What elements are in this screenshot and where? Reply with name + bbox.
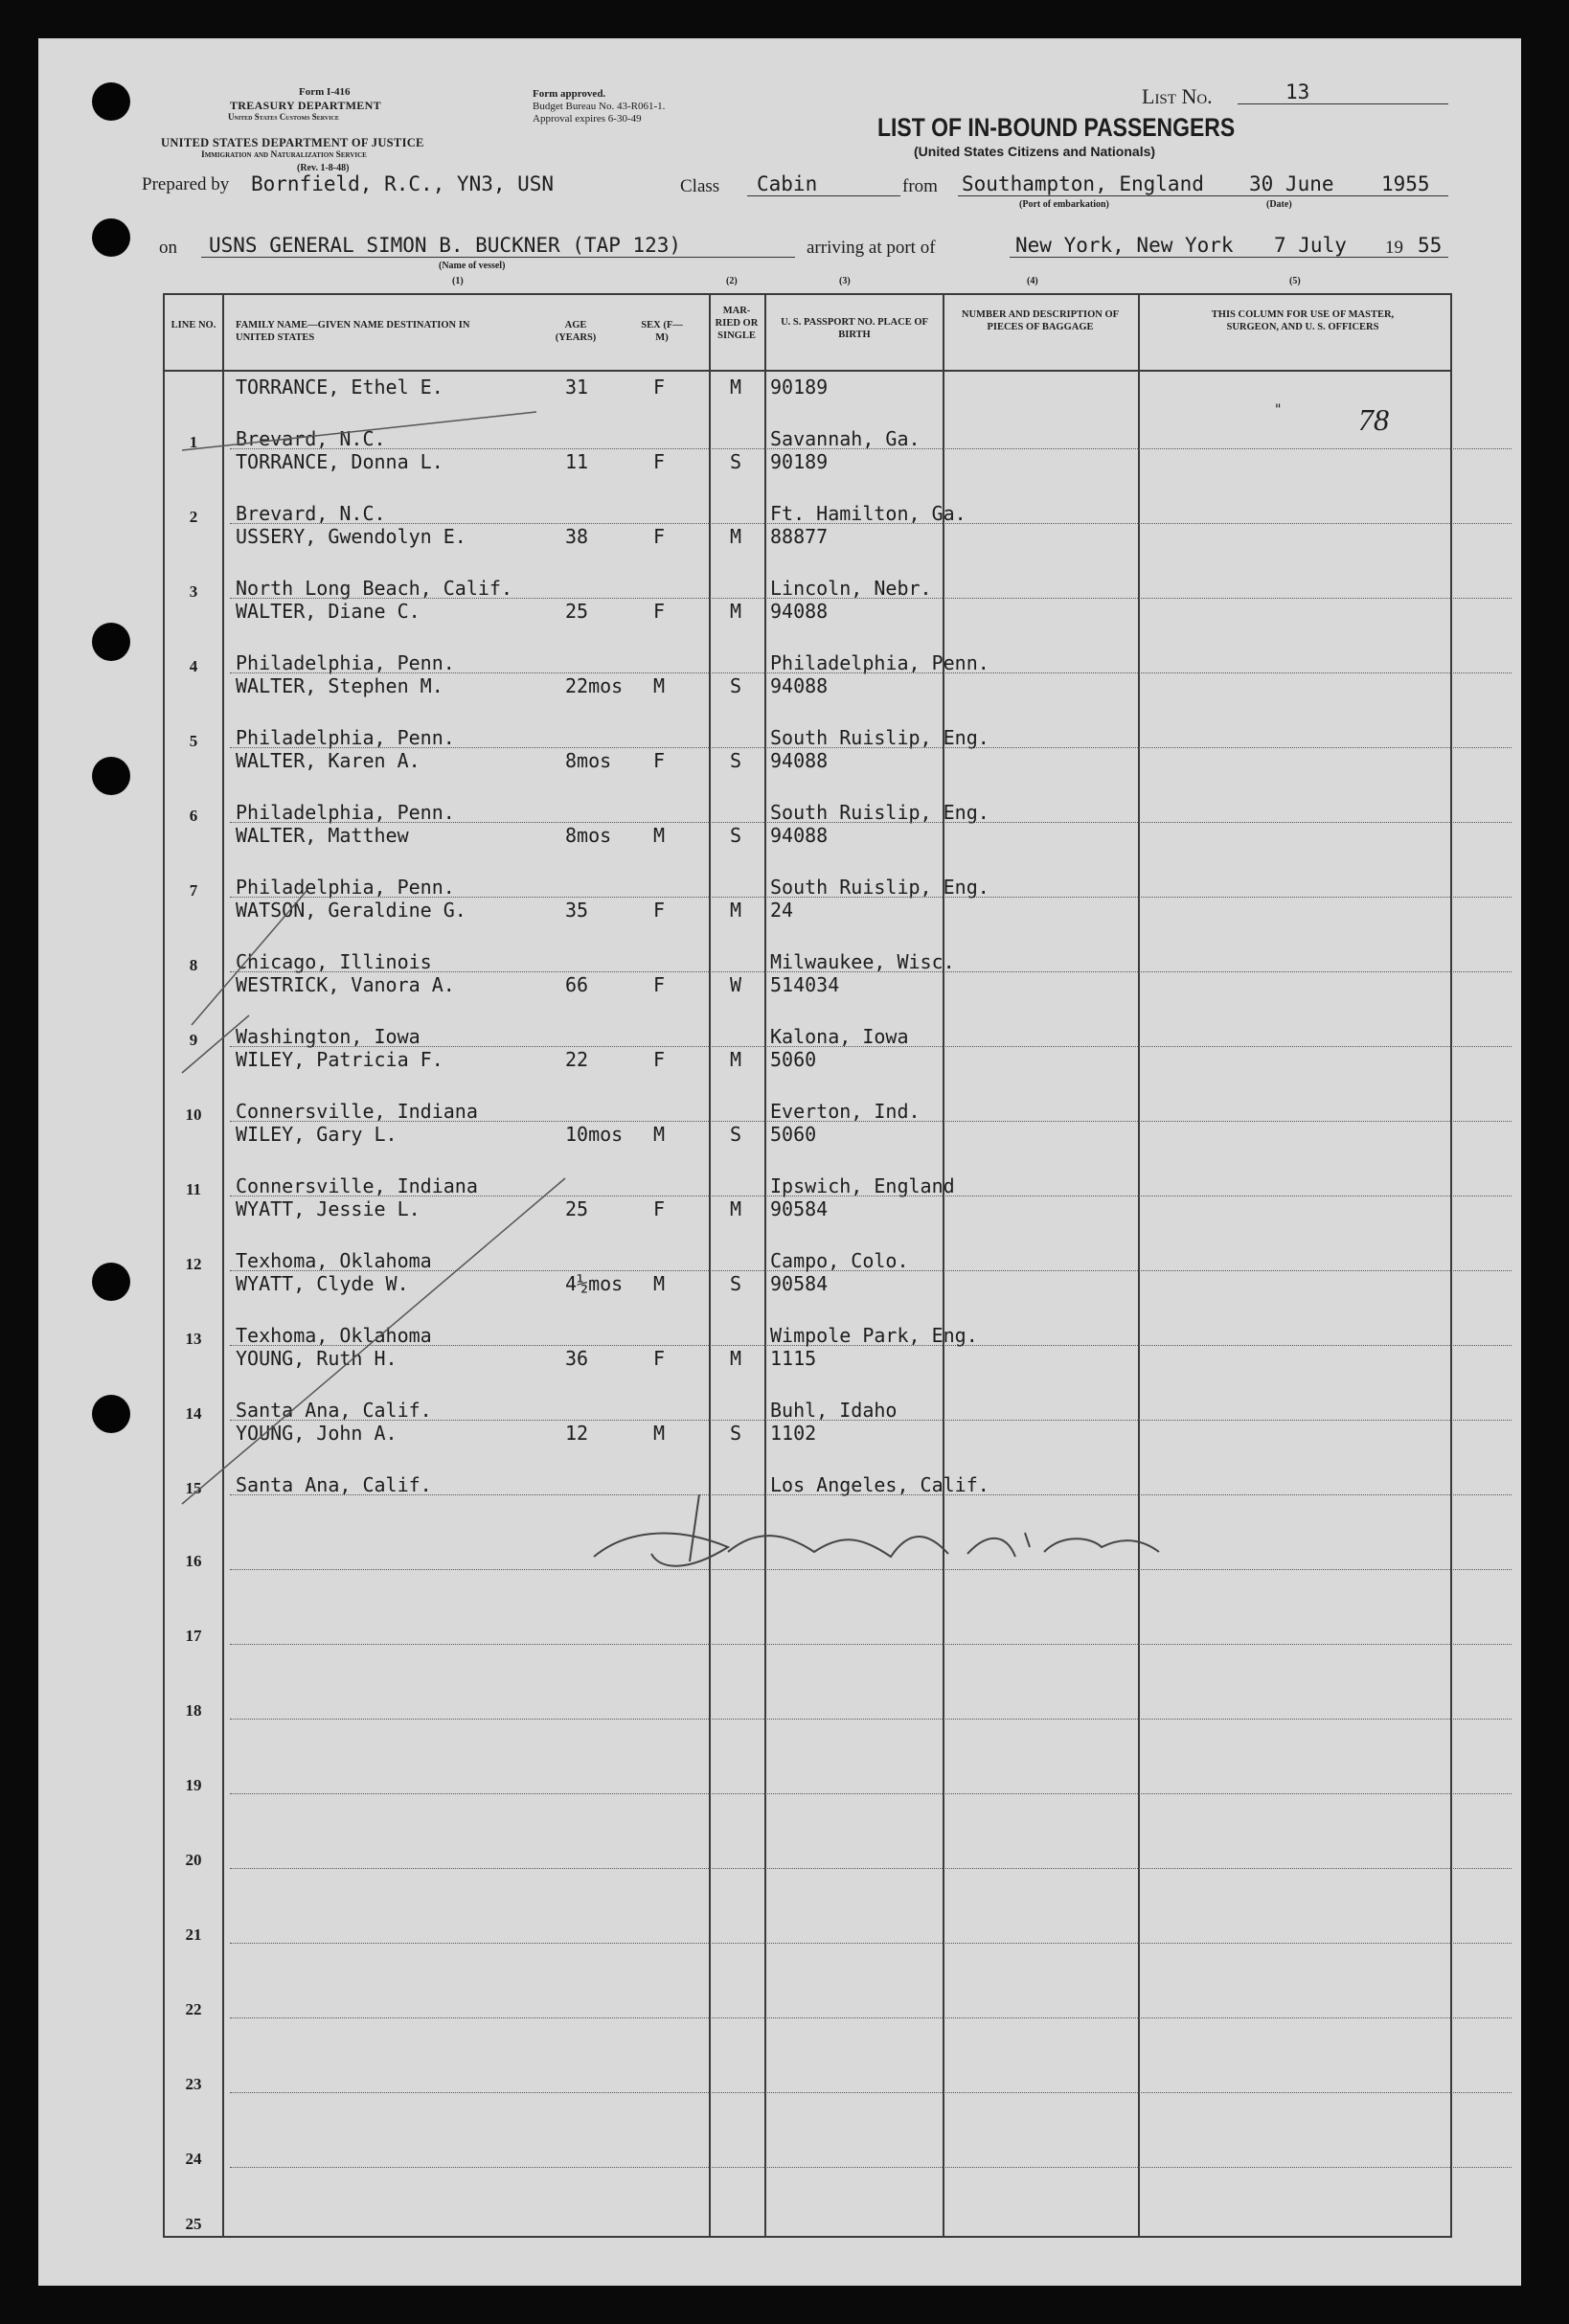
passenger-name: WESTRICK, Vanora A. [236, 973, 455, 996]
class-value: Cabin [757, 172, 818, 195]
arrival-port-value: New York, New York [1015, 234, 1234, 257]
passenger-name: WALTER, Stephen M. [236, 674, 443, 697]
line-number: 25 [185, 2215, 202, 2233]
vessel-name-value: USNS GENERAL SIMON B. BUCKNER (TAP 123) [209, 234, 682, 257]
check-stroke-icon [182, 1178, 565, 1504]
passenger-age: 8mos [565, 824, 612, 847]
place-of-birth: Buhl, Idaho [770, 1399, 898, 1422]
line-number: 18 [185, 1701, 202, 1720]
passport-number: 94088 [770, 674, 829, 697]
col-number-3: (3) [839, 276, 851, 286]
line-number: 19 [185, 1776, 202, 1794]
passenger-marital: M [730, 1347, 742, 1370]
passport-number: 1102 [770, 1422, 817, 1445]
place-of-birth: Kalona, Iowa [770, 1025, 909, 1048]
line-number: 17 [185, 1627, 202, 1645]
arrival-year-value: 55 [1418, 234, 1443, 257]
destination: Santa Ana, Calif. [236, 1473, 432, 1496]
destination: Texhoma, Oklahoma [236, 1324, 432, 1347]
passport-number: 90584 [770, 1197, 829, 1220]
passenger-marital: S [730, 749, 742, 772]
passport-number: 94088 [770, 749, 829, 772]
line-number: 8 [189, 956, 198, 974]
passenger-marital: S [730, 1422, 742, 1445]
col-number-1: (1) [452, 276, 464, 286]
passenger-marital: M [730, 600, 742, 623]
destination: Texhoma, Oklahoma [236, 1249, 432, 1272]
col-header-passport: U. S. PASSPORT NO. PLACE OF BIRTH [781, 317, 928, 340]
passenger-name: WYATT, Jessie L. [236, 1197, 421, 1220]
col-header-married: MAR-RIED OR SINGLE [715, 306, 759, 341]
line-number: 10 [185, 1105, 202, 1124]
passenger-marital: M [730, 376, 742, 399]
passenger-marital: M [730, 1048, 742, 1071]
passenger-sex: F [653, 899, 666, 922]
passenger-name: WALTER, Diane C. [236, 600, 421, 623]
vessel-caption: (Name of vessel) [439, 261, 506, 271]
check-stroke-icon [192, 891, 307, 1025]
passenger-name: WYATT, Clyde W. [236, 1272, 409, 1295]
passenger-sex: F [653, 450, 666, 473]
approval-line-1: Form approved. [533, 88, 606, 100]
passenger-age: 25 [565, 1197, 589, 1220]
signature-icon [594, 1494, 1159, 1566]
arriving-label: arriving at port of [807, 238, 936, 258]
embarkation-year-value: 1955 [1381, 172, 1430, 195]
passenger-age: 12 [565, 1422, 589, 1445]
approval-line-3: Approval expires 6-30-49 [533, 113, 642, 125]
passenger-marital: S [730, 674, 742, 697]
line-number: 24 [185, 2150, 202, 2168]
line-number: 23 [185, 2075, 202, 2093]
class-label: Class [680, 176, 720, 196]
col-header-sex: SEX (F—M) [641, 320, 683, 343]
passport-number: 514034 [770, 973, 840, 996]
from-label: from [902, 176, 938, 196]
line-number: 9 [189, 1031, 198, 1049]
line-number: 11 [185, 1180, 202, 1198]
prepared-label: Prepared by [142, 174, 230, 194]
place-of-birth: Philadelphia, Penn. [770, 651, 989, 674]
line-number: 12 [185, 1255, 202, 1273]
passenger-name: TORRANCE, Donna L. [236, 450, 443, 473]
passenger-name: WATSON, Geraldine G. [236, 899, 466, 922]
destination: Philadelphia, Penn. [236, 651, 455, 674]
passenger-sex: F [653, 749, 666, 772]
passenger-name: TORRANCE, Ethel E. [236, 376, 443, 399]
line-number: 16 [185, 1552, 202, 1570]
place-of-birth: Milwaukee, Wisc. [770, 950, 955, 973]
passenger-name: WILEY, Gary L. [236, 1123, 398, 1146]
passenger-age: 10mos [565, 1123, 624, 1146]
line-number: 1 [189, 433, 198, 451]
place-of-birth: South Ruislip, Eng. [770, 726, 989, 749]
place-of-birth: Wimpole Park, Eng. [770, 1324, 978, 1347]
passenger-sex: F [653, 973, 666, 996]
passenger-age: 22 [565, 1048, 589, 1071]
col-number-5: (5) [1289, 276, 1301, 286]
passenger-sex: F [653, 1197, 666, 1220]
handwritten-count: 78 [1358, 402, 1389, 437]
tick-mark: " [1274, 402, 1283, 418]
passenger-sex: F [653, 1347, 666, 1370]
passenger-name: WALTER, Karen A. [236, 749, 421, 772]
line-number: 15 [185, 1479, 202, 1497]
date-caption: (Date) [1266, 199, 1292, 210]
place-of-birth: South Ruislip, Eng. [770, 801, 989, 824]
line-number: 22 [185, 2000, 202, 2018]
passenger-marital: M [730, 525, 742, 548]
approval-line-2: Budget Bureau No. 43-R061-1. [533, 101, 666, 112]
passenger-name: YOUNG, Ruth H. [236, 1347, 398, 1370]
passenger-age: 4½mos [565, 1272, 624, 1295]
destination: Connersville, Indiana [236, 1174, 478, 1197]
passenger-sex: F [653, 600, 666, 623]
form-number: Form I-416 [299, 86, 351, 98]
revision-label: (Rev. 1-8-48) [297, 163, 350, 173]
passenger-marital: S [730, 450, 742, 473]
destination: Chicago, Illinois [236, 950, 432, 973]
passport-number: 90189 [770, 376, 829, 399]
port-embarkation-caption: (Port of embarkation) [1019, 199, 1109, 210]
passport-number: 24 [770, 899, 794, 922]
passport-number: 94088 [770, 600, 829, 623]
passenger-marital: M [730, 1197, 742, 1220]
place-of-birth: Ipswich, England [770, 1174, 955, 1197]
passenger-age: 31 [565, 376, 589, 399]
passport-number: 1115 [770, 1347, 817, 1370]
passenger-sex: F [653, 376, 666, 399]
place-of-birth: Ft. Hamilton, Ga. [770, 502, 966, 525]
place-of-birth: Lincoln, Nebr. [770, 577, 932, 600]
embarkation-date-value: 30 June [1249, 172, 1334, 195]
form-subtitle: (United States Citizens and Nationals) [914, 144, 1156, 159]
passenger-sex: M [653, 674, 666, 697]
passport-number: 5060 [770, 1048, 817, 1071]
passport-number: 94088 [770, 824, 829, 847]
line-number: 6 [189, 807, 198, 825]
col-number-2: (2) [726, 276, 738, 286]
passenger-name: YOUNG, John A. [236, 1422, 398, 1445]
passenger-age: 36 [565, 1347, 589, 1370]
passenger-age: 35 [565, 899, 589, 922]
col-header-baggage: NUMBER AND DESCRIPTION OF PIECES OF BAGGAGE [961, 309, 1120, 332]
destination: Santa Ana, Calif. [236, 1399, 432, 1422]
line-number: 3 [189, 582, 198, 601]
destination: Connersville, Indiana [236, 1100, 478, 1123]
passenger-sex: M [653, 1422, 666, 1445]
list-no-label: List No. [1142, 84, 1213, 108]
ins-label: Immigration and Naturalization Service [201, 150, 367, 160]
col-header-officers: THIS COLUMN FOR USE OF MASTER, SURGEON, AND U. S. OFFICERS [1211, 309, 1395, 332]
passenger-marital: S [730, 1272, 742, 1295]
list-no-value: 13 [1285, 80, 1310, 103]
col-header-age: AGE (YEARS) [555, 320, 597, 343]
passport-number: 90189 [770, 450, 829, 473]
line-number: 14 [185, 1404, 202, 1423]
passenger-name: WILEY, Patricia F. [236, 1048, 443, 1071]
destination: North Long Beach, Calif. [236, 577, 512, 600]
justice-dept-label: UNITED STATES DEPARTMENT OF JUSTICE [161, 136, 424, 149]
passenger-marital: W [730, 973, 742, 996]
passenger-sex: M [653, 824, 666, 847]
destination: Washington, Iowa [236, 1025, 421, 1048]
line-number: 2 [189, 508, 198, 526]
passenger-marital: S [730, 1123, 742, 1146]
destination: Philadelphia, Penn. [236, 726, 455, 749]
col-number-4: (4) [1027, 276, 1038, 286]
passenger-sex: M [653, 1123, 666, 1146]
on-label: on [159, 238, 177, 258]
line-number: 13 [185, 1330, 202, 1348]
port-embarkation-value: Southampton, England [962, 172, 1204, 195]
place-of-birth: Savannah, Ga. [770, 427, 921, 450]
line-number: 7 [189, 881, 198, 900]
form-title: LIST OF IN-BOUND PASSENGERS [877, 113, 1236, 142]
passport-number: 88877 [770, 525, 829, 548]
passenger-marital: S [730, 824, 742, 847]
place-of-birth: Everton, Ind. [770, 1100, 921, 1123]
passenger-name: USSERY, Gwendolyn E. [236, 525, 466, 548]
passenger-age: 66 [565, 973, 589, 996]
destination: Brevard, N.C. [236, 427, 386, 450]
col-header-line: LINE NO. [171, 320, 216, 330]
passenger-age: 8mos [565, 749, 612, 772]
destination: Brevard, N.C. [236, 502, 386, 525]
line-number: 4 [189, 657, 198, 675]
passenger-sex: F [653, 525, 666, 548]
prepared-by-value: Bornfield, R.C., YN3, USN [251, 172, 555, 195]
line-number: 21 [185, 1925, 202, 1944]
treasury-label: TREASURY DEPARTMENT [230, 99, 381, 112]
passenger-sex: M [653, 1272, 666, 1295]
destination: Philadelphia, Penn. [236, 801, 455, 824]
col-header-name: FAMILY NAME—GIVEN NAME DESTINATION IN UNITED STATES [236, 320, 470, 343]
passport-number: 90584 [770, 1272, 829, 1295]
passenger-age: 25 [565, 600, 589, 623]
passenger-sex: F [653, 1048, 666, 1071]
passenger-age: 11 [565, 450, 589, 473]
line-number: 20 [185, 1851, 202, 1869]
passenger-age: 22mos [565, 674, 624, 697]
passenger-age: 38 [565, 525, 589, 548]
arrival-date-value: 7 July [1274, 234, 1347, 257]
passenger-marital: M [730, 899, 742, 922]
check-stroke-icon [182, 412, 536, 450]
place-of-birth: South Ruislip, Eng. [770, 876, 989, 899]
passport-number: 5060 [770, 1123, 817, 1146]
line-number: 5 [189, 732, 198, 750]
place-of-birth: Los Angeles, Calif. [770, 1473, 989, 1496]
arrival-year-prefix: 19 [1385, 238, 1403, 258]
destination: Philadelphia, Penn. [236, 876, 455, 899]
passenger-name: WALTER, Matthew [236, 824, 409, 847]
place-of-birth: Campo, Colo. [770, 1249, 909, 1272]
customs-label: United States Customs Service [228, 112, 339, 122]
